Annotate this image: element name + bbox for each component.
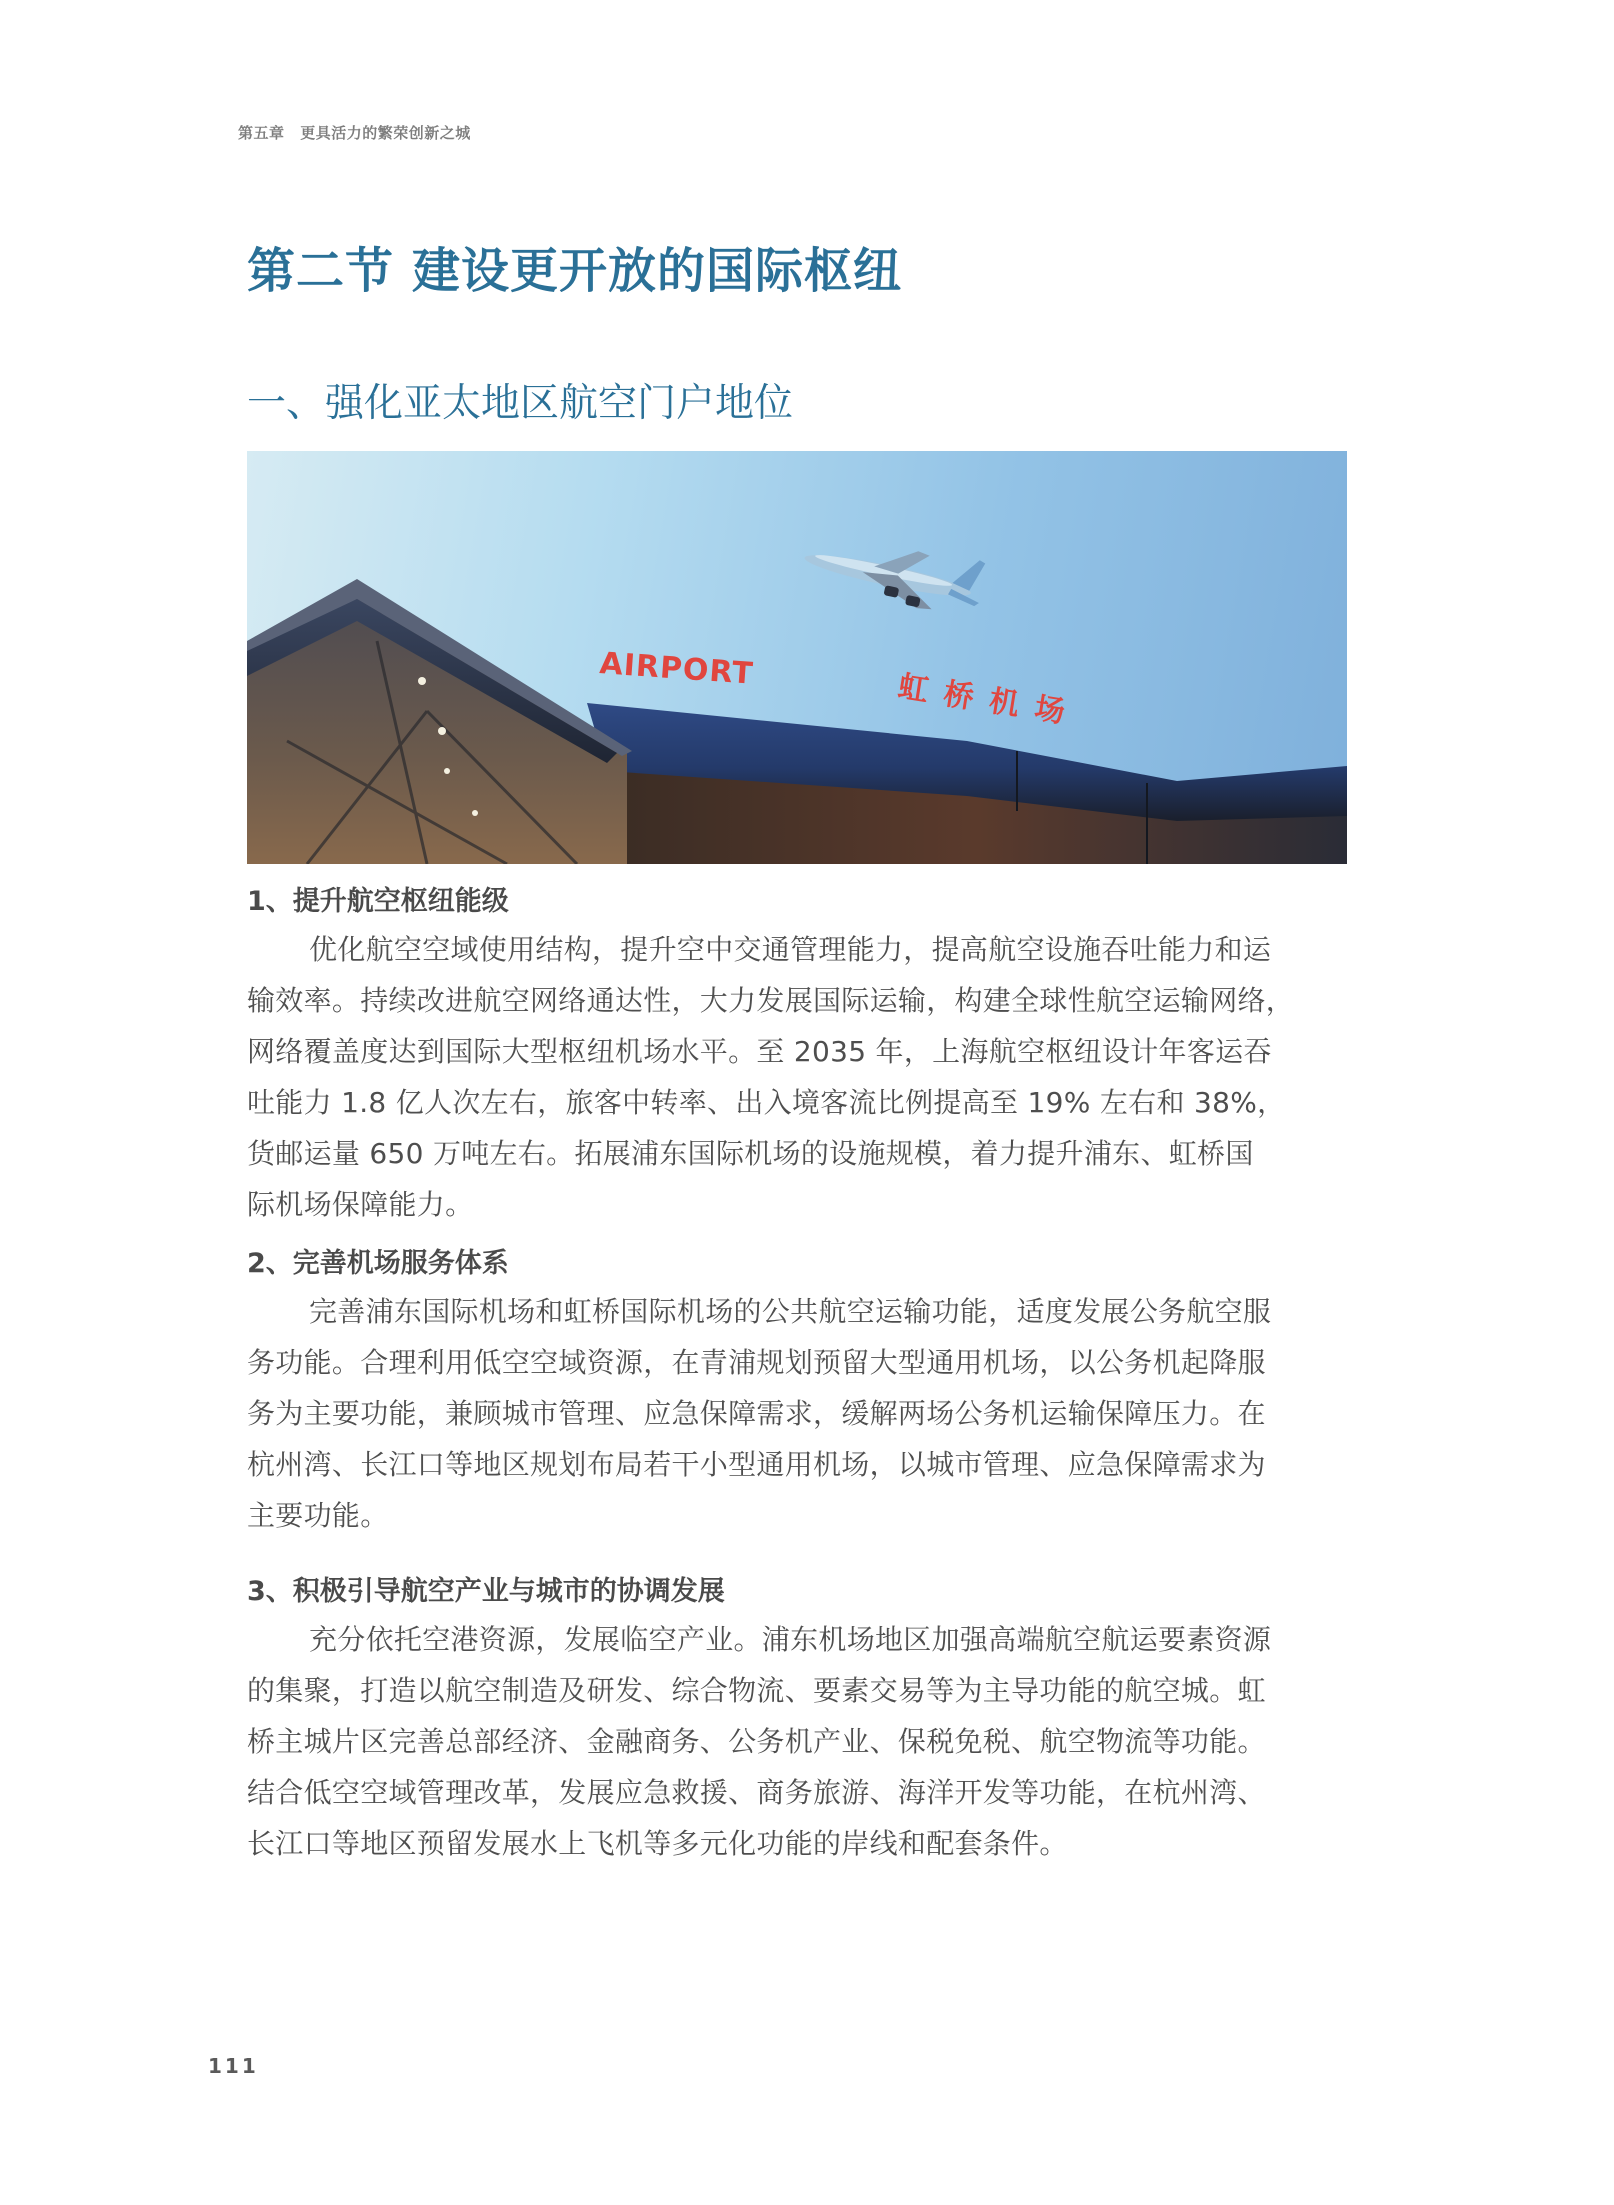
item-heading: 3、积极引导航空产业与城市的协调发展 [247,1576,725,1607]
paragraph-line: 主要功能。 [247,1499,389,1532]
paragraph-line: 的集聚，打造以航空制造及研发、综合物流、要素交易等为主导功能的航空城。虹 [247,1674,1266,1707]
paragraph-line: 务功能。合理利用低空空域资源，在青浦规划预留大型通用机场，以公务机起降服 [247,1346,1266,1379]
paragraph-line: 务为主要功能，兼顾城市管理、应急保障需求，缓解两场公务机运输保障压力。在 [247,1397,1266,1430]
paragraph-line: 货邮运量 650 万吨左右。拓展浦东国际机场的设施规模，着力提升浦东、虹桥国 [247,1137,1254,1170]
paragraph-line: 结合低空空域管理改革，发展应急救援、商务旅游、海洋开发等功能，在杭州湾、 [247,1776,1266,1809]
paragraph-line: 网络覆盖度达到国际大型枢纽机场水平。至 2035 年，上海航空枢纽设计年客运吞 [247,1035,1272,1068]
section-title-text: 建设更开放的国际枢纽 [412,243,903,299]
paragraph-line: 桥主城片区完善总部经济、金融商务、公务机产业、保税免税、航空物流等功能。 [247,1725,1266,1758]
item-heading: 2、完善机场服务体系 [247,1248,509,1279]
page-number: 111 [208,2054,259,2078]
subsection-title: 一、强化亚太地区航空门户地位 [247,381,794,426]
paragraph-line: 充分依托空港资源，发展临空产业。浦东机场地区加强高端航空航运要素资源 [309,1623,1272,1656]
item-heading: 1、提升航空枢纽能级 [247,886,509,917]
running-head [238,122,471,143]
item-2 [247,1242,1352,1541]
item-paragraph [247,1286,1352,1541]
paragraph-line: 长江口等地区预留发展水上飞机等多元化功能的岸线和配套条件。 [247,1827,1068,1860]
chapter-label: 第五章 [238,124,285,142]
item-3 [247,1570,1352,1869]
chapter-title: 更具活力的繁荣创新之城 [300,124,471,142]
paragraph-line: 完善浦东国际机场和虹桥国际机场的公共航空运输功能，适度发展公务航空服 [309,1295,1272,1328]
paragraph-line: 优化航空空域使用结构，提升空中交通管理能力，提高航空设施吞吐能力和运 [309,933,1272,966]
airport-photo [247,451,1347,864]
section-number: 第二节 [247,243,395,299]
paragraph-line: 输效率。持续改进航空网络通达性，大力发展国际运输，构建全球性航空运输网络， [247,984,1295,1017]
paragraph-line: 吐能力 1.8 亿人次左右，旅客中转率、出入境客流比例提高至 19% 左右和 38%， [247,1086,1286,1119]
item-1 [247,880,1352,1230]
airport-sign-cn: 虹桥机场 [895,669,1083,733]
section-title [247,232,902,301]
item-paragraph [247,1614,1352,1869]
airport-scene-illustration [247,451,1347,864]
paragraph-line: 际机场保障能力。 [247,1188,474,1221]
paragraph-line: 杭州湾、长江口等地区规划布局若干小型通用机场，以城市管理、应急保障需求为 [247,1448,1266,1481]
airplane-icon [799,524,988,620]
airport-sign-en: AIRPORT [598,646,755,692]
item-paragraph [247,924,1352,1230]
